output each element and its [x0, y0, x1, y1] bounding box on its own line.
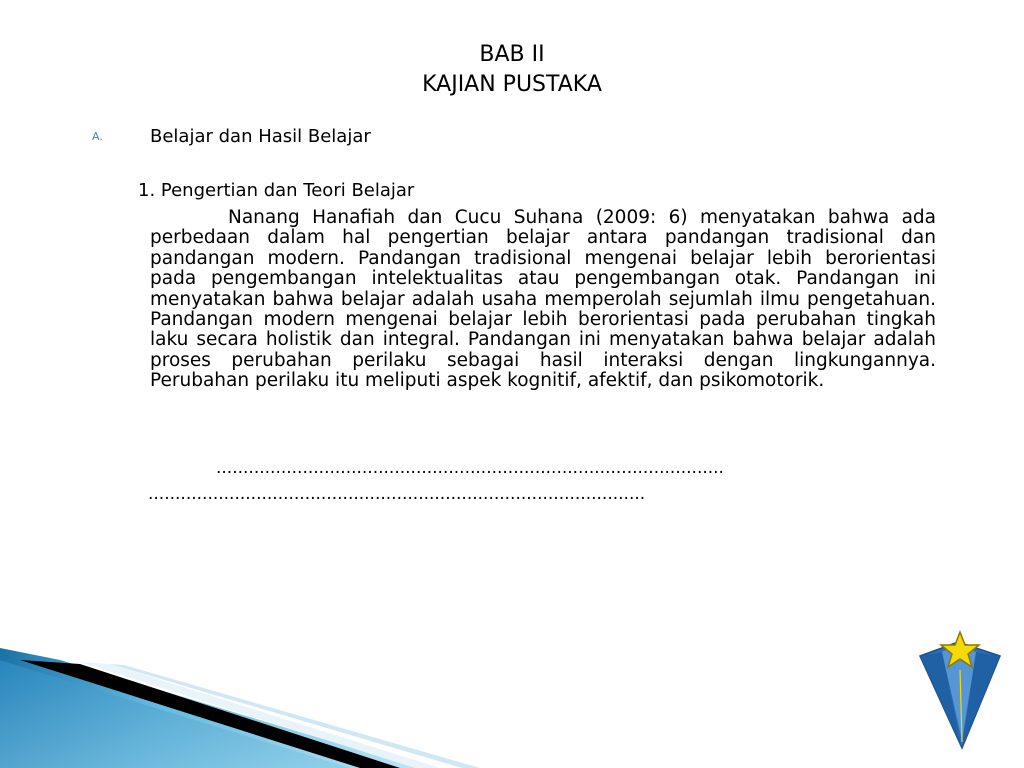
band-thin-stripe — [110, 664, 480, 768]
dotted-line-2: ............................................................................................ — [148, 484, 646, 504]
band-light-shape — [0, 648, 420, 768]
section-heading-text: Belajar dan Hasil Belajar — [150, 126, 371, 147]
subsection-heading: 1. Pengertian dan Teori Belajar — [138, 180, 415, 201]
band-blue-shape — [0, 660, 350, 768]
band-white-stripe — [80, 662, 440, 768]
slide-title — [0, 40, 1024, 100]
list-marker: A. — [92, 130, 103, 143]
dotted-line-1: .............................................................................................. — [216, 458, 724, 478]
title-line-2: KAJIAN PUSTAKA — [422, 72, 602, 97]
band-black-stripe — [20, 660, 400, 768]
body-paragraph — [150, 208, 936, 392]
title-line-1: BAB II — [479, 42, 545, 67]
section-heading — [92, 124, 371, 150]
star-shield-logo-icon — [912, 630, 1008, 752]
paragraph-text: Nanang Hanafiah dan Cucu Suhana (2009: 6) menyatakan bahwa ada perbedaan dalam hal pengertian belajar antara pandangan tradisional dan pandangan modern. Pandangan tradisional mengenai belajar lebih berorientasi pada pengembangan intelektualitas atau pengembangan otak. Pandangan ini menyatakan bahwa belajar adalah usaha memperolah sejumlah ilmu pengetahuan. Pandangan modern mengenai belajar lebih berorientasi pada perubahan tingkah laku secara holistik dan integral. Pandangan ini menyatakan bahwa belajar adalah proses perubahan perilaku sebagai hasil interaksi dengan lingkungannya. Perubahan perilaku itu meliputi aspek kognitif, afektif, dan psikomotorik. — [150, 207, 936, 392]
